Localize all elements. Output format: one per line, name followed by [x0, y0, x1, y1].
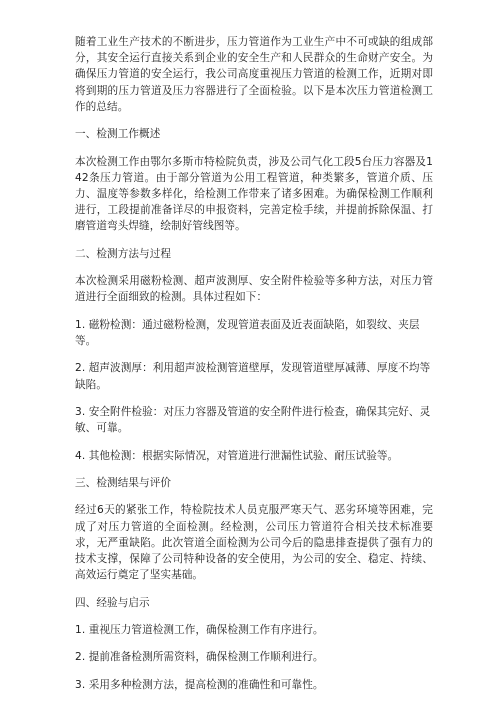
lesson-item-3: 3. 采用多种检测方法，提高检测的准确性和可靠性。 — [75, 678, 324, 691]
method-item-safety-accessories: 3. 安全附件检验：对压力容器及管道的安全附件进行检查，确保其完好、灵敏、可靠。 — [75, 405, 431, 435]
section-heading-overview: 一、检测工作概述 — [75, 128, 161, 141]
lesson-item-2: 2. 提前准备检测所需资料，确保检测工作顺利进行。 — [75, 651, 324, 664]
method-item-magnetic: 1. 磁粉检测：通过磁粉检测，发现管道表面及近表面缺陷，如裂纹、夹层等。 — [75, 318, 420, 347]
method-item-ultrasonic: 2. 超声波测厚：利用超声波检测管道壁厚，发现管道壁厚减薄、厚度不均等缺陷。 — [75, 362, 431, 391]
results-paragraph: 经过6天的紧张工作，特检院技术人员克服严寒天气、恶劣环境等困难，完成了对压力管道的全面检测。经检测，公司压力管道符合相关技术标准要求，无严重缺陷。此次管道全面检测为公司今后的隐患排查提供了强有力的技术支撑，保障了公司特种设备的安全使用，为公司的安全、稳定、持续、高效运行奠定了坚实基础。 — [75, 504, 433, 582]
section-heading-methods: 二、检测方法与过程 — [75, 247, 172, 260]
document-body — [75, 34, 433, 704]
methods-paragraph: 本次检测采用磁粉检测、超声波测厚、安全附件检验等多种方法，对压力管道进行全面细致的检测。具体过程如下： — [75, 275, 433, 304]
overview-paragraph: 本次检测工作由鄂尔多斯市特检院负责，涉及公司气化工段5台压力容器及142条压力管道。由于部分管道为公用工程管道，种类繁多，管道介质、压力、温度等参数多样化，给检测工作带来了诸多困难。为确保检测工作顺利进行，工段提前准备详尽的申报资料，完善定检手续，并提前拆除保温、打磨管道弯头焊缝，绘制好管线图等。 — [75, 155, 433, 233]
lesson-item-1: 1. 重视压力管道检测工作，确保检测工作有序进行。 — [75, 623, 324, 636]
section-heading-lessons: 四、经验与启示 — [75, 596, 150, 609]
method-item-other: 4. 其他检测：根据实际情况，对管道进行泄漏性试验、耐压试验等。 — [75, 449, 399, 462]
section-heading-results: 三、检测结果与评价 — [75, 476, 172, 489]
intro-paragraph: 随着工业生产技术的不断进步，压力管道作为工业生产中不可或缺的组成部分，其安全运行直接关系到企业的安全生产和人民群众的生命财产安全。为确保压力管道的安全运行，我公司高度重视压力管道的检测工作，近期对即将到期的压力管道及压力容器进行了全面检验。以下是本次压力管道检测工作的总结。 — [75, 36, 433, 113]
